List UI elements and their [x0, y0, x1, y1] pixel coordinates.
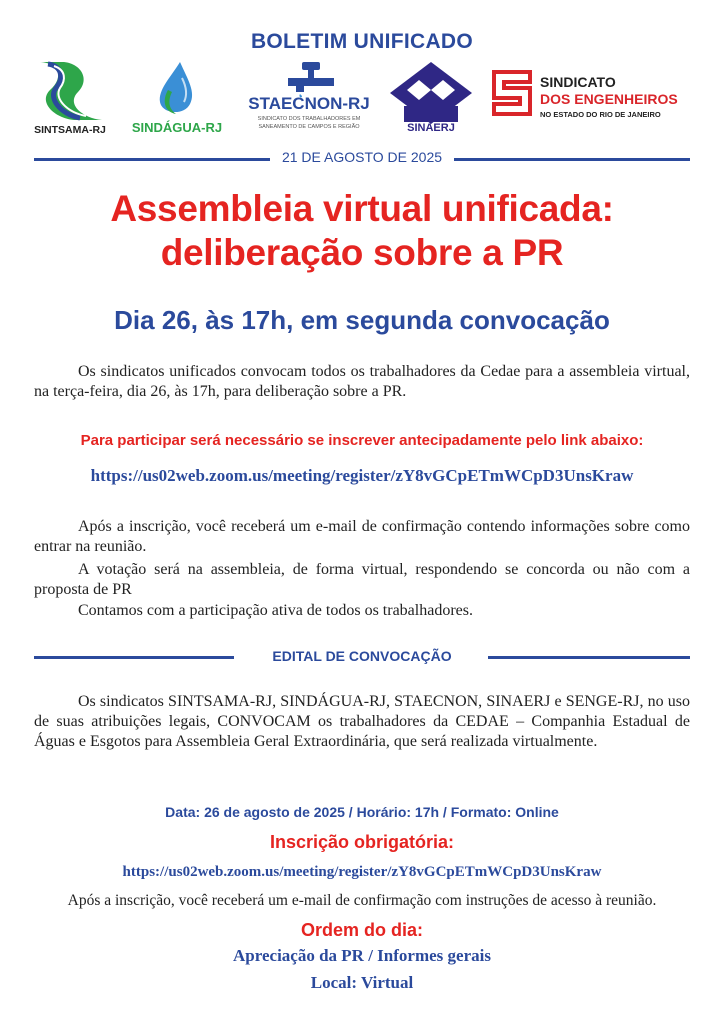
edital-body: Os sindicatos SINTSAMA-RJ, SINDÁGUA-RJ, STAECNON, SINAERJ e SENGE-RJ, no uso de suas atribuições legais, CONVOCAM os trabalhadores da CEDAE – Companhia Estadual de Águas e Esgotos para Assembleia Geral Extraordinária, que será realizada virtualmente. [34, 693, 690, 750]
headline [0, 187, 724, 275]
registration-instruction: Para participar será necessário se inscrever antecipadamente pelo link abaixo: [80, 432, 644, 449]
staecnon-name: STAECNON-RJ [248, 94, 370, 113]
bulletin-date: 21 DE AGOSTO DE 2025 [281, 149, 443, 165]
edital-row [34, 646, 690, 668]
sintsama-logo [30, 60, 110, 142]
edital-after-note: Após a inscrição, você receberá um e-mail de confirmação com instruções de acesso à reunião. [67, 892, 657, 909]
s-emblem-icon [490, 68, 534, 118]
date-row [34, 148, 690, 170]
senge-logo [488, 60, 700, 142]
river-road-icon [30, 60, 110, 122]
sinaerj-name: SINAERJ [407, 122, 455, 134]
ordem-label: Ordem do dia: [300, 920, 423, 940]
sindagua-name: SINDÁGUA-RJ [131, 120, 223, 135]
voting-paragraph: A votação será na assembleia, de forma virtual, respondendo se concorda ou não com a proposta de PR [34, 561, 690, 598]
sinaerj-logo [386, 60, 476, 142]
senge-line-3: NO ESTADO DO RIO DE JANEIRO [540, 110, 661, 119]
sintsama-name: SINTSAMA-RJ [34, 124, 106, 136]
headline-line-1: Assembleia virtual unificada: [110, 188, 614, 229]
bulletin-title: BOLETIM UNIFICADO [250, 30, 474, 53]
senge-line-2: DOS ENGENHEIROS [540, 91, 678, 107]
ordem-items: Apreciação da PR / Informes gerais [233, 946, 491, 965]
participation-paragraph: Contamos com a participação ativa de todos os trabalhadores. [78, 602, 473, 619]
intro-paragraph: Os sindicatos unificados convocam todos os trabalhadores da Cedae para a assembleia virtual, na terça-feira, dia 26, às 17h, para deliberação sobre a PR. [34, 363, 690, 400]
staecnon-caption-2: SANEAMENTO DE CAMPOS E REGIÃO [258, 124, 360, 130]
registration-link[interactable]: https://us02web.zoom.us/meeting/register/zY8vGCpETmWCpD3UnsKraw [90, 466, 634, 485]
union-logos [30, 60, 700, 142]
staecnon-logo [244, 60, 374, 142]
edital-registration-link[interactable]: https://us02web.zoom.us/meeting/register/zY8vGCpETmWCpD3UnsKraw [122, 864, 602, 880]
sindagua-logo [118, 60, 236, 142]
confirmation-paragraph: Após a inscrição, você receberá um e-mail de confirmação contendo informações sobre como entrar na reunião. [34, 518, 690, 555]
headline-line-2: deliberação sobre a PR [160, 232, 564, 273]
edital-title: EDITAL DE CONVOCAÇÃO [272, 648, 452, 664]
water-drop-icon [118, 60, 236, 118]
inscricao-label: Inscrição obrigatória: [269, 832, 455, 852]
senge-line-1: SINDICATO [540, 74, 616, 90]
diamond-emblem-icon [386, 60, 476, 126]
local-line: Local: Virtual [310, 973, 414, 992]
subheadline: Dia 26, às 17h, em segunda convocação [114, 305, 610, 335]
staecnon-caption-1: SINDICATO DOS TRABALHADORES EM [257, 116, 361, 122]
meeting-info: Data: 26 de agosto de 2025 / Horário: 17h / Formato: Online [165, 804, 559, 820]
